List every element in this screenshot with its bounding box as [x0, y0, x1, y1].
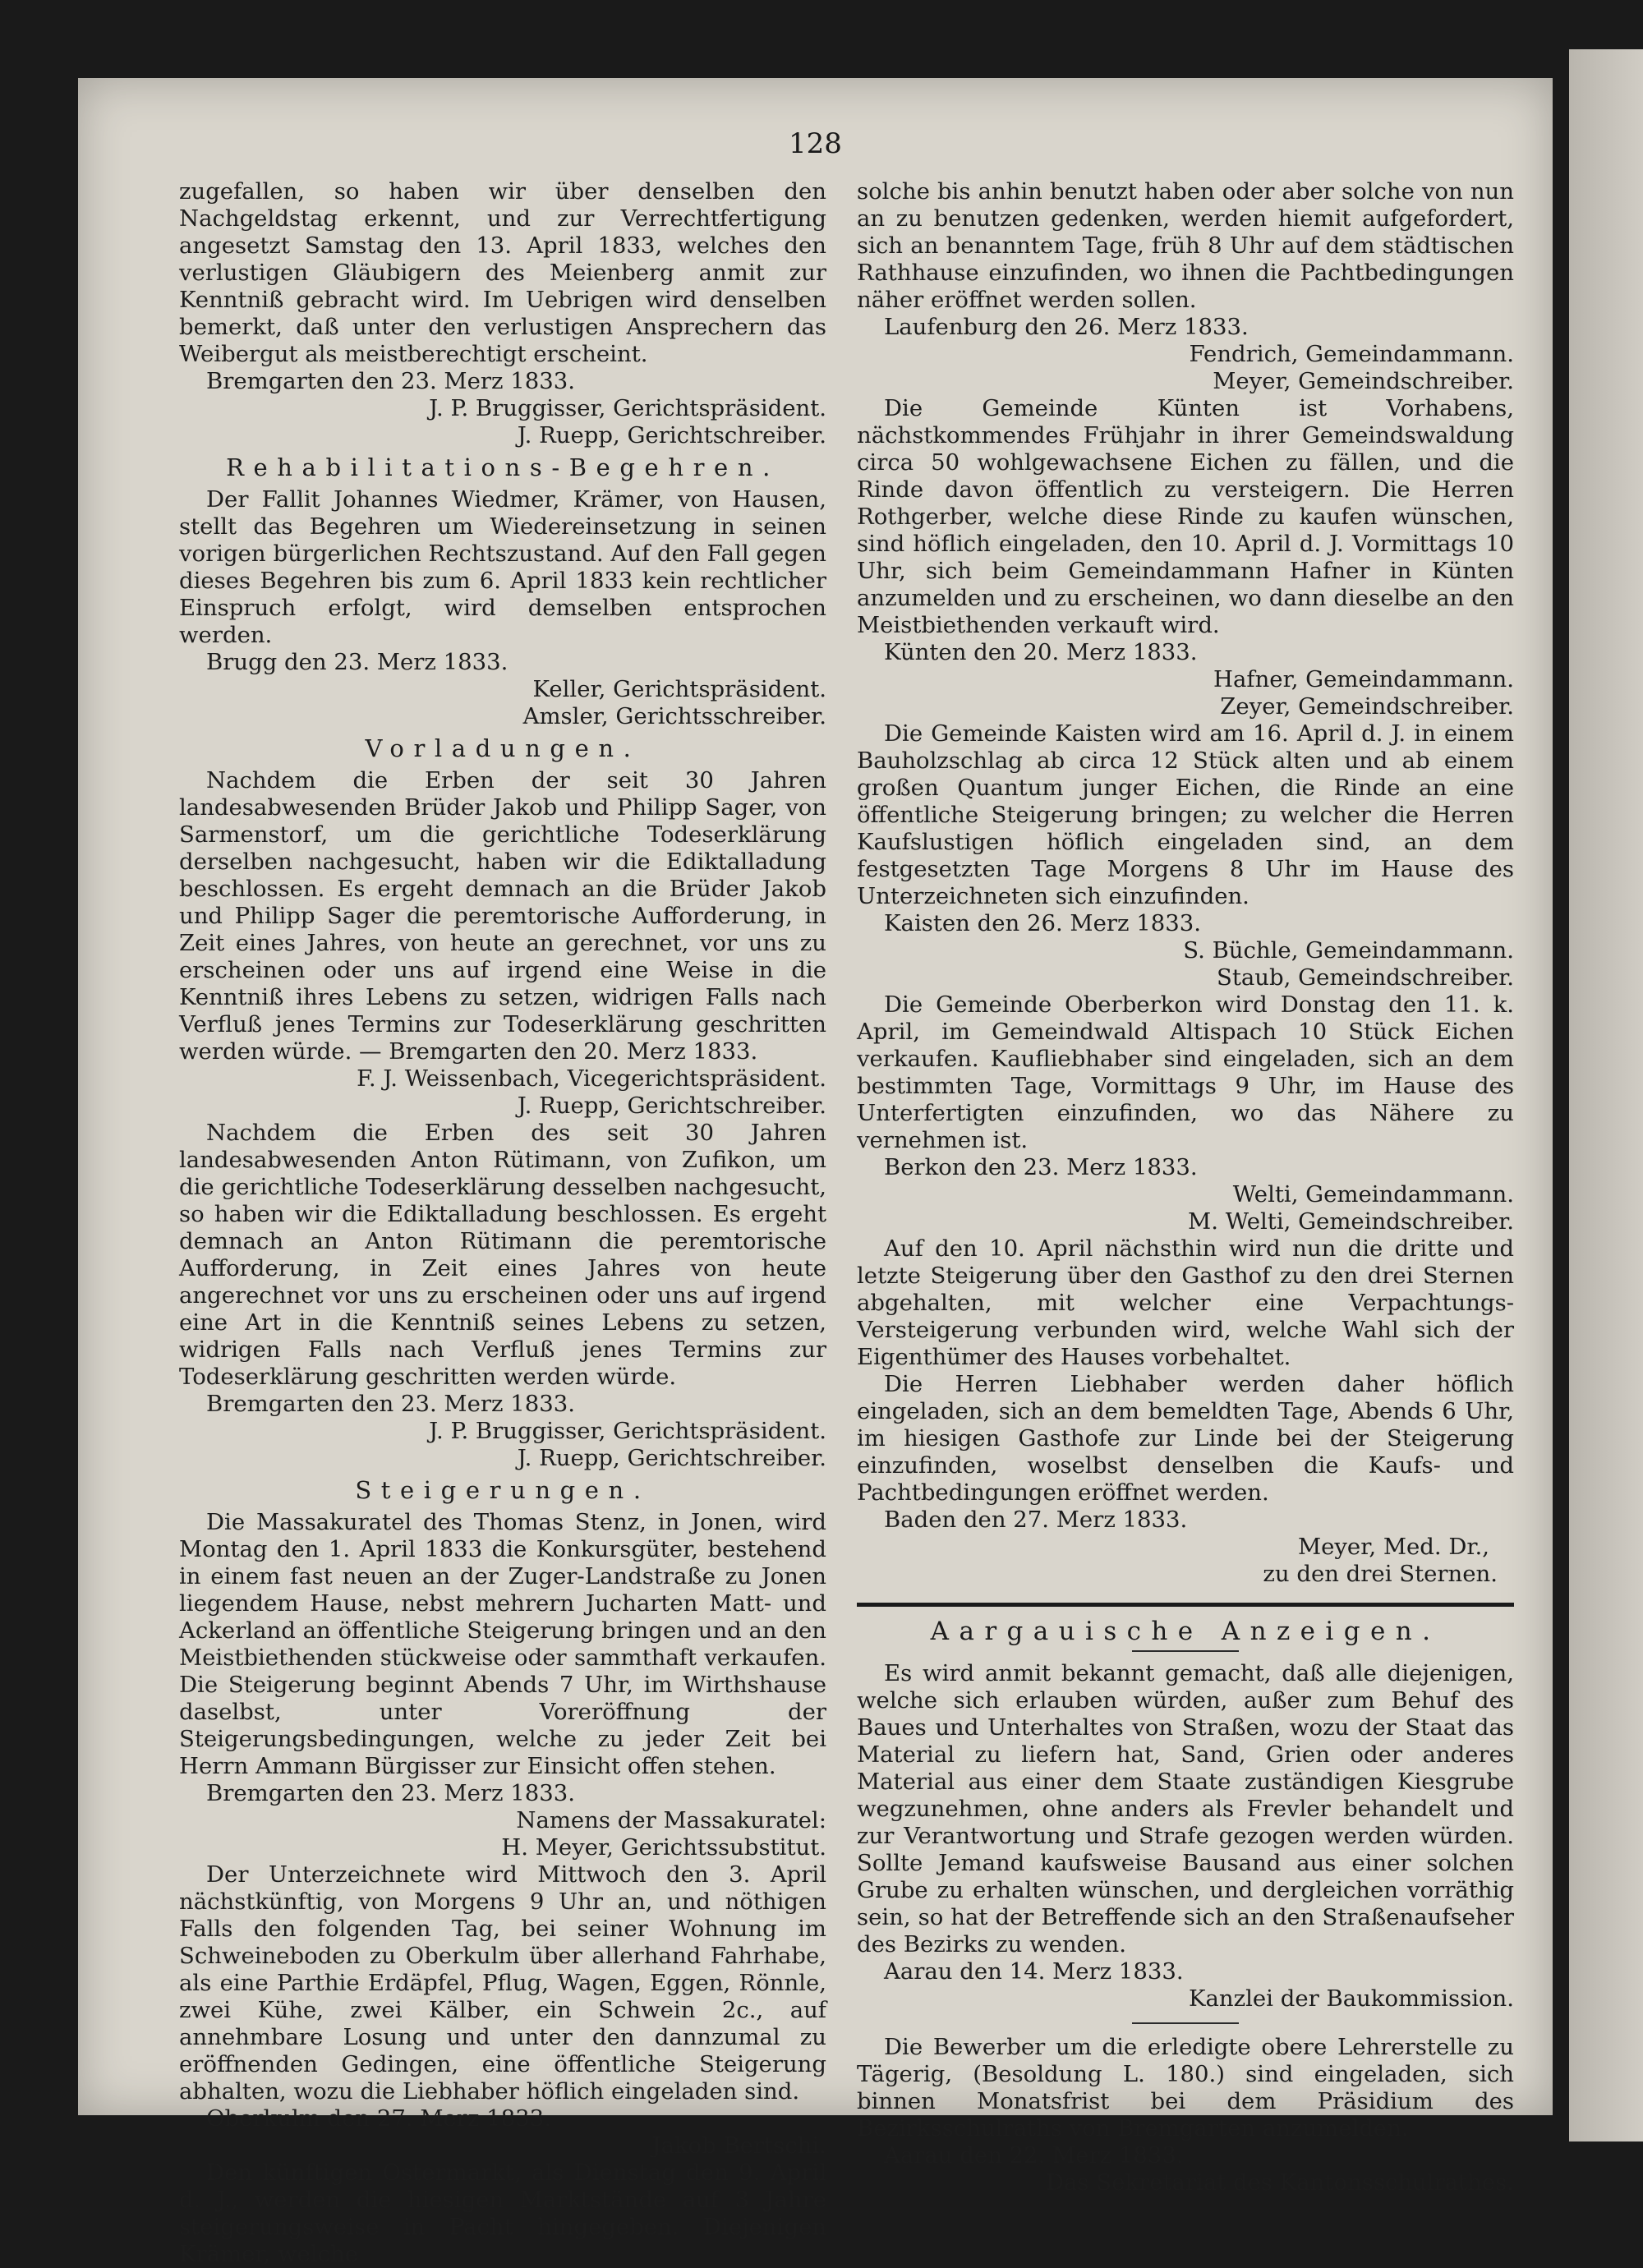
notice-signature: Meyer, Gemeindschreiber. [1213, 368, 1514, 394]
page-number: 128 [789, 127, 842, 160]
notice-signature: Das Sekretariat des Kantonsschulrathes. [1045, 2169, 1514, 2196]
notice-text: Der Unterzeichnete wird Mittwoch den 3. April nächstkünftig, von Morgens 9 Uhr an, und nöthigen Falls den folgenden Tag, bei seiner Wohnung im Schweineboden zu Oberkulm über allerhand Fahrhabe, als eine Parthie Erdäpfel, Pflug, Wagen, Eggen, Rönnle, zwei Kühe, zwei Kälber, ein Schwein 2c., auf annehmbare Losung und unter den dannzumal zu eröffnenden Gedingen, eine öffentliche Steigerung abhalten, wozu die Liebhaber höflich eingeladen sind. [179, 1861, 826, 2105]
left-column [179, 178, 826, 2268]
notice-date: Bremgarten den 23. Merz 1833. [206, 368, 575, 394]
section-heading-aargauische-anzeigen: Aargauische Anzeigen. [930, 1617, 1441, 1646]
notice-signature: Fendrich, Gemeindammann. [1189, 341, 1514, 367]
notice-rehabilitation [179, 486, 826, 730]
notice-lehrerstelle [857, 2034, 1514, 2197]
notice-ostermarkt [179, 2160, 826, 2268]
notice-text: Der Fallit Johannes Wiedmer, Krämer, von Hausen, stellt das Begehren um Wiedereinsetzung in seinen vorigen bürgerlichen Rechtszustand. Auf den Fall gegen dieses Begehren bis zum 6. April 1833 kein rechtlicher Einspruch erfolgt, wird demselben entsprochen werden. [179, 486, 826, 648]
notice-date: Bremgarten den 23. Merz 1833. [206, 1391, 575, 1417]
notice-signature: J. P. Bruggisser, Gerichtspräsident. [429, 395, 826, 421]
notice-signature: H. Meyer, Gerichtssubstitut. [501, 1834, 826, 1861]
notice-kiesgrube [857, 1660, 1514, 2013]
notice-vorladung-sager [179, 767, 826, 1120]
notice-text: Die Herren Liebhaber werden daher höflich eingeladen, sich an dem bemeldten Tage, Abends 6 Uhr, im hiesigen Gasthofe zur Linde bei der Steigerung einzufinden, woselbst denselben die Kaufs- und Pachtbedingungen eröffnet werden. [857, 1371, 1514, 1506]
notice-signature: J. P. Bruggisser, Gerichtspräsident. [429, 1418, 826, 1444]
notice-text: solche bis anhin benutzt haben oder aber solche von nun an zu benutzen gedenken, werden hiemit aufgefordert, sich an benanntem Tage, früh 8 Uhr auf dem städtischen Rathhause einzufinden, wo ihnen die Pachtbedingungen näher eröffnet werden sollen. [857, 178, 1514, 313]
notice-steigerung-stenz [179, 1509, 826, 1861]
notice-separator [1132, 2022, 1239, 2024]
notice-signature: Welti, Gemeindammann. [1232, 1181, 1514, 1208]
notice-date: Aarau den 22. Merz 1833. [884, 2142, 1184, 2169]
notice-signature: J. Ruepp, Gerichtschreiber. [517, 1093, 826, 1119]
notice-signature: Staub, Gemeindschreiber. [1217, 964, 1514, 991]
notice-date: Bremgarten den 23. Merz 1833. [206, 1780, 575, 1806]
notice-signature: Amsler, Gerichtsschreiber. [522, 703, 826, 729]
newspaper-page [78, 78, 1553, 2267]
notice-date: Baden den 27. Merz 1833. [884, 1507, 1188, 1533]
notice-signature: Kanzlei der Baukommission. [1188, 1985, 1514, 2012]
notice-signature: Keller, Gerichtspräsident. [532, 676, 826, 702]
section-heading-rehabilitation: Rehabilitations-Begehren. [226, 453, 780, 481]
next-page-edge [1569, 49, 1643, 2141]
notice-text: Die Gemeinde Künten ist Vorhabens, nächstkommendes Frühjahr in ihrer Gemeindswaldung circa 50 wohlgewachsene Eichen zu fällen, und die Rinde davon öffentlich zu versteigern. Die Herren Rothgerber, welche diese Rinde zu kaufen wünschen, sind höflich eingeladen, den 10. April d. J. Vormittags 10 Uhr, sich beim Gemeindammann Hafner in Künten anzumelden und zu erscheinen, wo dann dieselbe an den Meistbiethenden verkauft wird. [857, 395, 1514, 638]
notice-steigerung-bertschi [179, 1861, 826, 2160]
notice-signature: F. J. Weissenbach, Vicegerichtspräsident. [357, 1065, 826, 1092]
notice-date: Brugg den 23. Merz 1833. [206, 649, 509, 675]
notice-signature: Jakob Bertschi. [651, 2132, 826, 2159]
notice-date: Berkon den 23. Merz 1833. [884, 1154, 1198, 1180]
right-column [857, 178, 1514, 2197]
notice-oberberkon [857, 991, 1514, 1235]
notice-text: Es wird anmit bekannt gemacht, daß alle diejenigen, welche sich erlauben würden, außer zum Behuf des Baues und Unterhaltes von Straßen, wozu der Staat das Material zu liefern hat, Sand, Grien oder anderes Material aus einer dem Staate zuständigen Kiesgrube wegzunehmen, ohne anders als Frevler behandelt und zur Verantwortung und Strafe gezogen werden würden. Sollte Jemand kaufsweise Bausand aus einer solchen Grube zu erhalten wünschen, und dergleichen vorräthig sein, so hat der Betreffende sich an den Straßenaufseher des Bezirks zu wenden. [857, 1660, 1514, 1957]
notice-text: Die Massakuratel des Thomas Stenz, in Jonen, wird Montag den 1. April 1833 die Konkursgüter, bestehend in einem fast neuen an der Zuger-Landstraße zu Jonen liegendem Hause, nebst mehrern Jucharten Matt- und Ackerland an öffentliche Steigerung bringen und an den Meistbiethenden stückweise oder sammthaft verkaufen. Die Steigerung beginnt Abends 7 Uhr, im Wirthshause daselbst, unter Voreröffnung der Steigerungsbedingungen, welche zu jeder Zeit bei Herrn Ammann Bürgisser zur Einsicht offen stehen. [179, 1509, 826, 1779]
notice-signature: Hafner, Gemeindammann. [1213, 666, 1514, 692]
notice-date: Oberkulm den 27. Merz 1833. [206, 2105, 551, 2132]
notice-signature: J. Ruepp, Gerichtschreiber. [517, 422, 826, 449]
notice-text: Nachdem die Erben der seit 30 Jahren landesabwesenden Brüder Jakob und Philipp Sager, von Sarmenstorf, um die gerichtliche Todeserklärung derselben nachgesucht, haben wir die Ediktalladung beschlossen. Es ergeht demnach an die Brüder Jakob und Philipp Sager die peremtorische Aufforderung, in Zeit eines Jahres, von heute an gerechnet, vor uns zu erscheinen oder uns auf irgend eine Weise in die Kenntniß ihres Lebens zu setzen, widrigen Falls nach Verfluß jenes Termins zur Todeserklärung geschritten werden würde. — Bremgarten den 20. Merz 1833. [179, 767, 826, 1065]
heading-underline [1132, 1650, 1239, 1652]
notice-text: Den künftigen Ostermarkt, als Dienstag den 9. April d. J., werden die hiesigen Marktstände auf 3 Jahre steigerungsweise in Pacht hingegeben. Diejenigen Krämer, welche [179, 2160, 826, 2267]
notice-signature: Namens der Massakuratel: [516, 1807, 826, 1833]
notice-text: Die Gemeinde Kaisten wird am 16. April d. J. in einem Bauholzschlag ab circa 12 Stück alten und ab einem großen Quantum junger Eichen, die Rinde an eine öffentliche Steigerung bringen; zu welcher die Herren Kaufslustigen höflich eingeladen sind, an dem festgesetzten Tage Morgens 8 Uhr im Hause des Unterzeichneten sich einzufinden. [857, 720, 1514, 909]
notice-signature: M. Welti, Gemeindschreiber. [1188, 1208, 1514, 1235]
notice-text: Nachdem die Erben des seit 30 Jahren landesabwesenden Anton Rütimann, von Zufikon, um die gerichtliche Todeserklärung desselben nachgesucht, so haben wir die Ediktalladung beschlossen. Es ergeht demnach an Anton Rütimann die peremtorische Aufforderung, in Zeit eines Jahres von heute angerechnet vor uns zu erscheinen oder uns auf irgend eine Art in die Kenntniß seines Lebens zu setzen, widrigen Falls nach Verfluß jenes Termins zur Todeserklärung geschritten werden würde. [179, 1120, 826, 1390]
notice-kuenten [857, 395, 1514, 720]
notice-nachgeldstag [179, 178, 826, 449]
notice-date: Aarau den 14. Merz 1833. [884, 1958, 1184, 1985]
notice-date: Künten den 20. Merz 1833. [884, 639, 1198, 665]
notice-signature: J. Ruepp, Gerichtschreiber. [517, 1445, 826, 1471]
notice-signature: zu den drei Sternen. [1263, 1561, 1498, 1587]
notice-kaisten [857, 720, 1514, 991]
section-heading-steigerungen: Steigerungen. [355, 1476, 651, 1504]
notice-drei-sternen [857, 1235, 1514, 1588]
notice-date: Laufenburg den 26. Merz 1833. [884, 314, 1249, 340]
notice-vorladung-ruetimann [179, 1120, 826, 1472]
section-divider [857, 1603, 1514, 1607]
notice-text: Die Gemeinde Oberberkon wird Donstag den 11. k. April, im Gemeindwald Altispach 10 Stück Eichen verkaufen. Kaufliebhaber sind eingeladen, sich an dem bestimmten Tage, Vormittags 9 Uhr, im Hause des Unterfertigten einzufinden, wo das Nähere zu vernehmen ist. [857, 991, 1514, 1153]
notice-laufenburg [857, 178, 1514, 395]
notice-text: Die Bewerber um die erledigte obere Lehrerstelle zu Tägerig, (Besoldung L. 180.) sind eingeladen, sich binnen Monatsfrist bei dem Präsidium des Bezirksschulraths von Bremgarten anzumelden. [857, 2034, 1514, 2141]
notice-signature: Meyer, Med. Dr., [1297, 1534, 1489, 1560]
notice-signature: S. Büchle, Gemeindammann. [1183, 937, 1514, 964]
notice-signature: Zeyer, Gemeindschreiber. [1220, 693, 1514, 720]
notice-text: Auf den 10. April nächsthin wird nun die dritte und letzte Steigerung über den Gasthof zu den drei Sternen abgehalten, mit welcher eine Verpachtungs-Versteigerung verbunden wird, welche Wahl sich der Eigenthümer des Hauses vorbehaltet. [857, 1235, 1514, 1370]
notice-date: Kaisten den 26. Merz 1833. [884, 910, 1201, 936]
notice-text: zugefallen, so haben wir über denselben den Nachgeldstag erkennt, und zur Verrechtfertigung angesetzt Samstag den 13. April 1833, welches den verlustigen Gläubigern des Meienberg anmit zur Kenntniß gebracht wird. Im Uebrigen wird denselben bemerkt, daß unter den verlustigen Ansprechern das Weibergut als meistberechtigt erscheint. [179, 178, 826, 367]
section-heading-vorladungen: Vorladungen. [365, 734, 641, 762]
